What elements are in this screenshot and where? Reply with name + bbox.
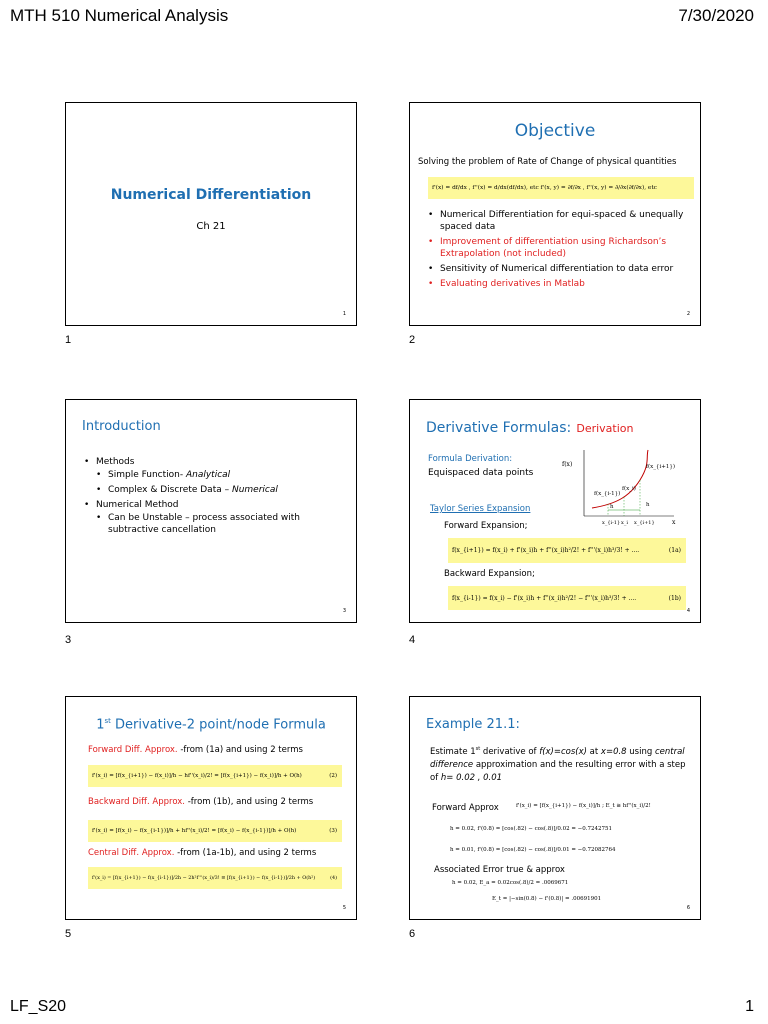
slide-1 xyxy=(65,102,357,326)
equation-tag: (1a) xyxy=(668,547,681,554)
taylor-graph xyxy=(562,444,680,528)
bullet-item xyxy=(84,456,348,496)
sub-emphasis: Numerical xyxy=(231,485,278,495)
bullet-list xyxy=(428,209,694,293)
sub-emphasis: Analytical xyxy=(185,470,231,480)
footer-page-number: 1 xyxy=(745,998,754,1015)
equispaced-label: Equispaced data points xyxy=(428,468,534,478)
slide-title: Introduction xyxy=(82,419,161,434)
slide-title: Numerical Differentiation xyxy=(110,187,312,203)
document-date: 7/30/2020 xyxy=(678,6,754,25)
bullet-item: • Sensitivity of Numerical differentiation to data error xyxy=(428,263,694,275)
h-label: h xyxy=(610,504,614,510)
bullet-item xyxy=(84,499,348,536)
bullet-text: Methods xyxy=(96,457,135,467)
slide-title-row xyxy=(426,417,633,436)
slide-page-number: 6 xyxy=(686,905,690,911)
bullet-text: Numerical Method xyxy=(96,500,179,510)
slide-4 xyxy=(409,399,701,623)
slide-number: 6 xyxy=(409,928,416,940)
slide-title-suffix: Derivation xyxy=(576,422,634,435)
bullet-list xyxy=(84,456,348,539)
formula-text: f(x_{i+1}) = f(x_i) + f'(x_i)h + f''(x_i)h²/2! + f'''(x_i)h³/3! + .... xyxy=(452,547,640,554)
function-expr: f(x)=cos(x) xyxy=(539,746,587,757)
equation-tag: (2) xyxy=(329,773,337,779)
x-value: x=0.8 xyxy=(600,746,627,757)
result-row: h = 0.02, f'(0.8) = [cos(.82) − cos(.8)]/0.02 = −0.7242751 xyxy=(450,826,613,832)
sub-text: Complex & Discrete Data – xyxy=(108,485,232,495)
point-label-prev: f(x_{i-1}) xyxy=(594,491,621,497)
method-desc: -from (1b), and using 2 terms xyxy=(185,797,314,807)
backward-formula xyxy=(448,586,686,610)
sub-list xyxy=(96,469,348,496)
error-row: E_t = |−sin(0.8) − f'(0.8)| = .00691901 xyxy=(492,896,602,902)
formula-box: f'(x) = df/dx , f''(x) = d/dx(df/dx), etc f'(x, y) = ∂f/∂x , f''(x, y) = ∂/∂x(∂f/∂x), etc xyxy=(428,177,694,199)
text: at xyxy=(586,746,601,757)
central-heading xyxy=(88,848,316,858)
method-desc: -from (1a) and using 2 terms xyxy=(177,745,303,755)
tick-label: x_{i+1} xyxy=(634,520,655,526)
slide-title: Derivative Formulas: xyxy=(426,420,572,436)
slide-6 xyxy=(409,696,701,920)
sub-list xyxy=(96,512,348,536)
slide-number: 2 xyxy=(409,334,416,346)
sub-item xyxy=(96,484,348,496)
h-label: h xyxy=(646,502,650,508)
text: using xyxy=(626,746,655,757)
point-label-mid: f(x_i) xyxy=(622,486,636,492)
forward-approx-label: Forward Approx xyxy=(432,803,499,813)
slide-subtitle: Ch 21 xyxy=(196,221,226,232)
equation-tag: (4) xyxy=(330,875,337,881)
forward-heading xyxy=(88,745,303,755)
slide-5 xyxy=(65,696,357,920)
backward-label: Backward Expansion; xyxy=(444,569,535,579)
tick-label: x_i xyxy=(621,520,628,526)
forward-label: Forward Expansion; xyxy=(444,521,528,531)
footer-label: LF_S20 xyxy=(10,998,67,1015)
taylor-link[interactable]: Taylor Series Expansion xyxy=(430,504,531,514)
method-label: Central Diff. Approx. xyxy=(88,848,175,858)
tick-label: x_{i-1} xyxy=(602,520,621,526)
sub-text: Simple Function- xyxy=(108,470,186,480)
title-number: 1 xyxy=(96,717,105,733)
bullet-item: • Evaluating derivatives in Matlab xyxy=(428,278,694,290)
forward-approx-formula: f'(x_i) = [f(x_{i+1}) − f(x_i)]/h ; E_t ≅ hf''(x_i)/2! xyxy=(516,803,651,809)
slide-page-number: 5 xyxy=(342,905,346,911)
slide-2 xyxy=(409,102,701,326)
formula-text: f'(x_i) = [f(x_i) − f(x_{i-1})]/h + hf''(x_i)/2! = [f(x_i) − f(x_{i-1})]/h + O(h) xyxy=(92,828,297,834)
backward-heading xyxy=(88,797,313,807)
text: approximation and the resulting error with a step of xyxy=(430,759,686,783)
method-label: Forward Diff. Approx. xyxy=(88,745,178,755)
text: derivative of xyxy=(480,746,540,757)
graph-ylabel: f(x) xyxy=(562,461,573,468)
slide-intro: Solving the problem of Rate of Change of physical quantities xyxy=(418,157,677,167)
formula-label: Formula Derivation: xyxy=(428,454,513,464)
central-diff-formula xyxy=(88,867,342,889)
method-label: Backward Diff. Approx. xyxy=(88,797,185,807)
graph-xlabel: x xyxy=(672,519,676,526)
slide-page-number: 2 xyxy=(686,311,690,317)
slide-title xyxy=(66,717,356,732)
equation-tag: (3) xyxy=(329,828,337,834)
slide-3 xyxy=(65,399,357,623)
document-title: MTH 510 Numerical Analysis xyxy=(10,6,229,25)
text: Estimate 1 xyxy=(430,746,476,757)
slide-number: 3 xyxy=(65,634,72,646)
step-values: h= 0.02 , 0.01 xyxy=(440,772,503,783)
slide-number: 1 xyxy=(65,334,72,346)
formula-text: f(x_{i-1}) = f(x_i) − f'(x_i)h + f''(x_i)h²/2! − f'''(x_i)h³/3! + .... xyxy=(452,594,637,602)
bullet-item: • Improvement of differentiation using Richardson’s Extrapolation (not included) xyxy=(428,236,694,260)
sub-item xyxy=(96,469,348,481)
formula-text: f'(x_i) = [f(x_{i+1}) − f(x_{i-1})]/2h − 2h²f'''(x_i)/3! ≅ [f(x_{i+1}) − f(x_{i-1})]/2h + O(h²) xyxy=(92,875,316,881)
error-label: Associated Error true & approx xyxy=(434,865,565,875)
point-label-next: f(x_{i+1}) xyxy=(646,464,676,470)
slide-page-number: 1 xyxy=(342,311,346,317)
equation-tag: (1b) xyxy=(668,594,681,602)
method-name: central difference xyxy=(430,746,685,770)
formula-text: f'(x_i) = [f(x_{i+1}) − f(x_i)]/h − hf''(x_i)/2! = [f(x_{i+1}) − f(x_i)]/h + O(h) xyxy=(92,773,302,779)
title-text: Derivative-2 point/node Formula xyxy=(110,717,326,733)
method-desc: -from (1a-1b), and using 2 terms xyxy=(174,848,317,858)
slide-title: Example 21.1: xyxy=(426,717,520,732)
slide-page-number: 4 xyxy=(686,608,690,614)
function-curve xyxy=(592,450,648,508)
slide-title: Objective xyxy=(514,121,596,141)
error-row: h = 0.02, E_a = 0.02cos(.8)/2 = .0069671 xyxy=(452,880,569,886)
result-row: h = 0.01, f'(0.8) = [cos(.82) − cos(.8)]/0.01 = −0.72082764 xyxy=(450,847,616,853)
slide-number: 5 xyxy=(65,928,72,940)
forward-formula xyxy=(448,538,686,563)
slide-page-number: 3 xyxy=(342,608,346,614)
text: st xyxy=(475,746,481,752)
title-superscript: st xyxy=(104,717,111,725)
sub-item: • Can be Unstable – process associated with subtractive cancellation xyxy=(96,512,348,536)
backward-diff-formula xyxy=(88,820,342,842)
forward-diff-formula xyxy=(88,765,342,787)
bullet-item: • Numerical Differentiation for equi-spaced & unequally spaced data xyxy=(428,209,694,233)
example-statement xyxy=(430,743,692,785)
slide-number: 4 xyxy=(409,634,416,646)
